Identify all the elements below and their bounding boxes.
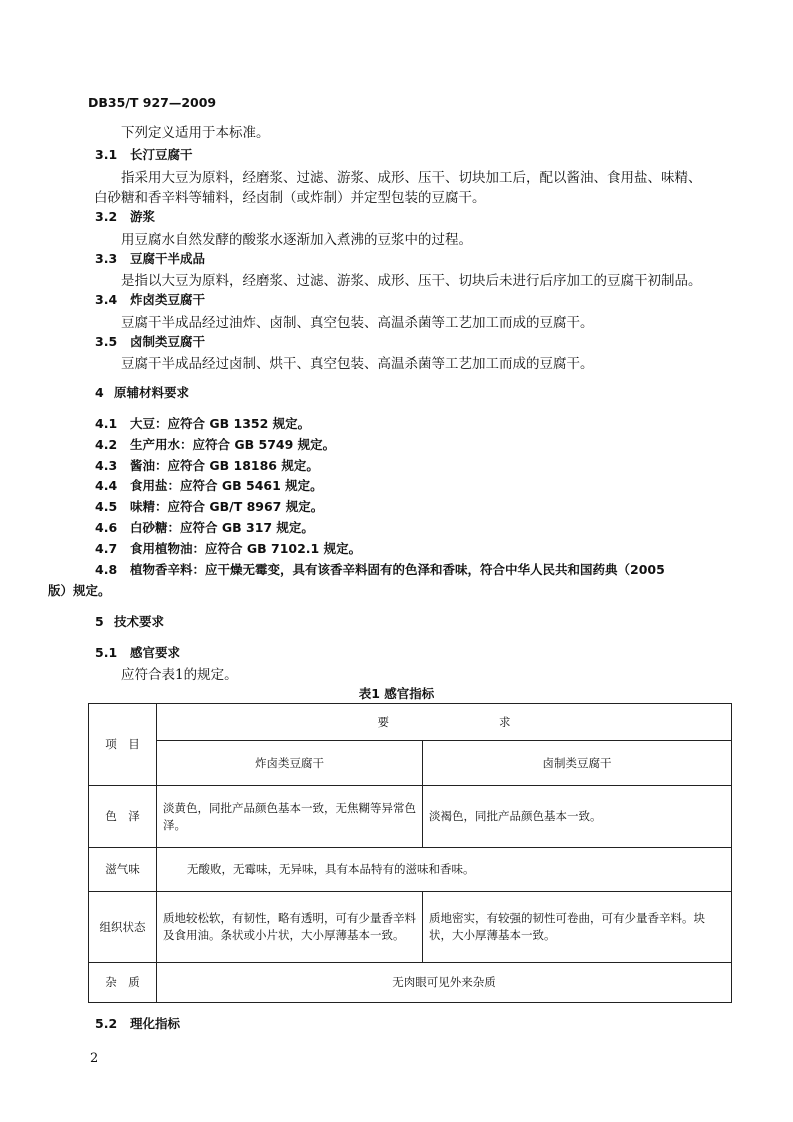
clause-number: 4.3 xyxy=(95,458,118,473)
row-item: 滋气味 xyxy=(89,848,157,892)
material-4-2 xyxy=(95,435,335,453)
header-requirement-b: 求 xyxy=(499,714,511,729)
def-3-1-text-line1: 指采用大豆为原料，经磨浆、过滤、游浆、成形、压干、切块加工后，配以酱油、食用盐、味精、 xyxy=(121,170,702,186)
clause-title: 感官要求 xyxy=(130,645,181,660)
row-item: 杂 质 xyxy=(89,963,157,1003)
table-row xyxy=(89,848,732,892)
table-row xyxy=(89,786,732,848)
clause-text: 植物香辛料：应干燥无霉变，具有该香辛料固有的色泽和香味，符合中华人民共和国药典（2005 xyxy=(130,562,665,577)
clause-number: 4.7 xyxy=(95,541,118,556)
section-title: 技术要求 xyxy=(114,614,165,629)
sensory-table xyxy=(88,703,732,1003)
clause-text: 味精：应符合 GB/T 8967 规定。 xyxy=(130,499,324,514)
clause-number: 4.8 xyxy=(95,562,118,577)
row-item: 组织状态 xyxy=(89,892,157,963)
clause-number: 3.2 xyxy=(95,209,118,224)
material-4-7 xyxy=(95,539,361,557)
material-4-3 xyxy=(95,456,319,474)
table-caption: 表1 感官指标 xyxy=(358,686,435,701)
row-col-braised: 质地密实，有较强的韧性可卷曲，可有少量香辛料。块状，大小厚薄基本一致。 xyxy=(423,892,732,963)
intro-text: 下列定义适用于本标准。 xyxy=(121,125,270,141)
def-3-1-heading xyxy=(95,145,193,163)
clause-number: 3.1 xyxy=(95,147,118,162)
clause-number: 5.1 xyxy=(95,645,118,660)
clause-text: 食用植物油：应符合 GB 7102.1 规定。 xyxy=(130,541,362,556)
row-item: 色 泽 xyxy=(89,786,157,848)
def-3-4-heading xyxy=(95,290,205,308)
def-3-5-text: 豆腐干半成品经过卤制、烘干、真空包装、高温杀菌等工艺加工而成的豆腐干。 xyxy=(121,356,594,372)
clause-title: 豆腐干半成品 xyxy=(130,251,206,266)
clause-text: 食用盐：应符合 GB 5461 规定。 xyxy=(130,478,323,493)
clause-5-1-text: 应符合表1的规定。 xyxy=(121,667,238,683)
def-3-3-heading xyxy=(95,249,205,267)
clause-title: 长汀豆腐干 xyxy=(130,147,193,162)
def-3-2-heading xyxy=(95,207,155,225)
material-4-5 xyxy=(95,497,323,515)
clause-title: 游浆 xyxy=(130,209,156,224)
header-col-fried: 炸卤类豆腐干 xyxy=(157,741,423,786)
header-item: 项 目 xyxy=(89,704,157,786)
header-requirement xyxy=(157,704,732,741)
section-5-heading xyxy=(95,612,164,630)
section-4-heading xyxy=(95,383,189,401)
def-3-3-text: 是指以大豆为原料，经磨浆、过滤、游浆、成形、压干、切块后未进行后序加工的豆腐干初制品。 xyxy=(121,273,702,289)
material-4-8-line2: 版）规定。 xyxy=(48,583,111,598)
row-merged: 无酸败，无霉味，无异味，具有本品特有的滋味和香味。 xyxy=(157,848,732,892)
clause-title: 卤制类豆腐干 xyxy=(130,334,206,349)
section-number: 4 xyxy=(95,385,104,400)
material-4-4 xyxy=(95,476,323,494)
clause-number: 4.5 xyxy=(95,499,118,514)
clause-text: 大豆：应符合 GB 1352 规定。 xyxy=(130,416,311,431)
clause-5-1-heading xyxy=(95,643,180,661)
table-row xyxy=(89,892,732,963)
clause-text: 生产用水：应符合 GB 5749 规定。 xyxy=(130,437,336,452)
clause-number: 4.6 xyxy=(95,520,118,535)
material-4-1 xyxy=(95,414,310,432)
def-3-5-heading xyxy=(95,332,205,350)
def-3-4-text: 豆腐干半成品经过油炸、卤制、真空包装、高温杀菌等工艺加工而成的豆腐干。 xyxy=(121,315,594,331)
clause-number: 4.2 xyxy=(95,437,118,452)
row-col-braised: 淡褐色，同批产品颜色基本一致。 xyxy=(423,786,732,848)
material-4-8-line1 xyxy=(95,560,665,578)
clause-number: 4.4 xyxy=(95,478,118,493)
section-title: 原辅材料要求 xyxy=(114,385,190,400)
table-row xyxy=(89,963,732,1003)
header-requirement-a: 要 xyxy=(377,714,389,729)
material-4-6 xyxy=(95,518,314,536)
clause-number: 3.3 xyxy=(95,251,118,266)
def-3-1-text-line2: 白砂糖和香辛料等辅料，经卤制（或炸制）并定型包装的豆腐干。 xyxy=(94,190,486,206)
table-subheader-row xyxy=(89,741,732,786)
row-merged: 无肉眼可见外来杂质 xyxy=(157,963,732,1003)
clause-number: 5.2 xyxy=(95,1016,118,1031)
clause-title: 炸卤类豆腐干 xyxy=(130,292,206,307)
clause-text: 酱油：应符合 GB 18186 规定。 xyxy=(130,458,319,473)
page-number: 2 xyxy=(90,1051,99,1066)
section-number: 5 xyxy=(95,614,104,629)
header-col-braised: 卤制类豆腐干 xyxy=(423,741,732,786)
row-col-fried: 淡黄色，同批产品颜色基本一致，无焦糊等异常色泽。 xyxy=(157,786,423,848)
row-col-fried: 质地较松软，有韧性，略有透明，可有少量香辛料及食用油。条状或小片状，大小厚薄基本一致。 xyxy=(157,892,423,963)
clause-title: 理化指标 xyxy=(130,1016,181,1031)
standard-number: DB35/T 927—2009 xyxy=(88,95,217,110)
clause-text: 白砂糖：应符合 GB 317 规定。 xyxy=(130,520,314,535)
clause-number: 4.1 xyxy=(95,416,118,431)
clause-number: 3.4 xyxy=(95,292,118,307)
clause-5-2-heading xyxy=(95,1014,180,1032)
clause-number: 3.5 xyxy=(95,334,118,349)
table-header-row xyxy=(89,704,732,741)
def-3-2-text: 用豆腐水自然发酵的酸浆水逐渐加入煮沸的豆浆中的过程。 xyxy=(121,232,472,248)
